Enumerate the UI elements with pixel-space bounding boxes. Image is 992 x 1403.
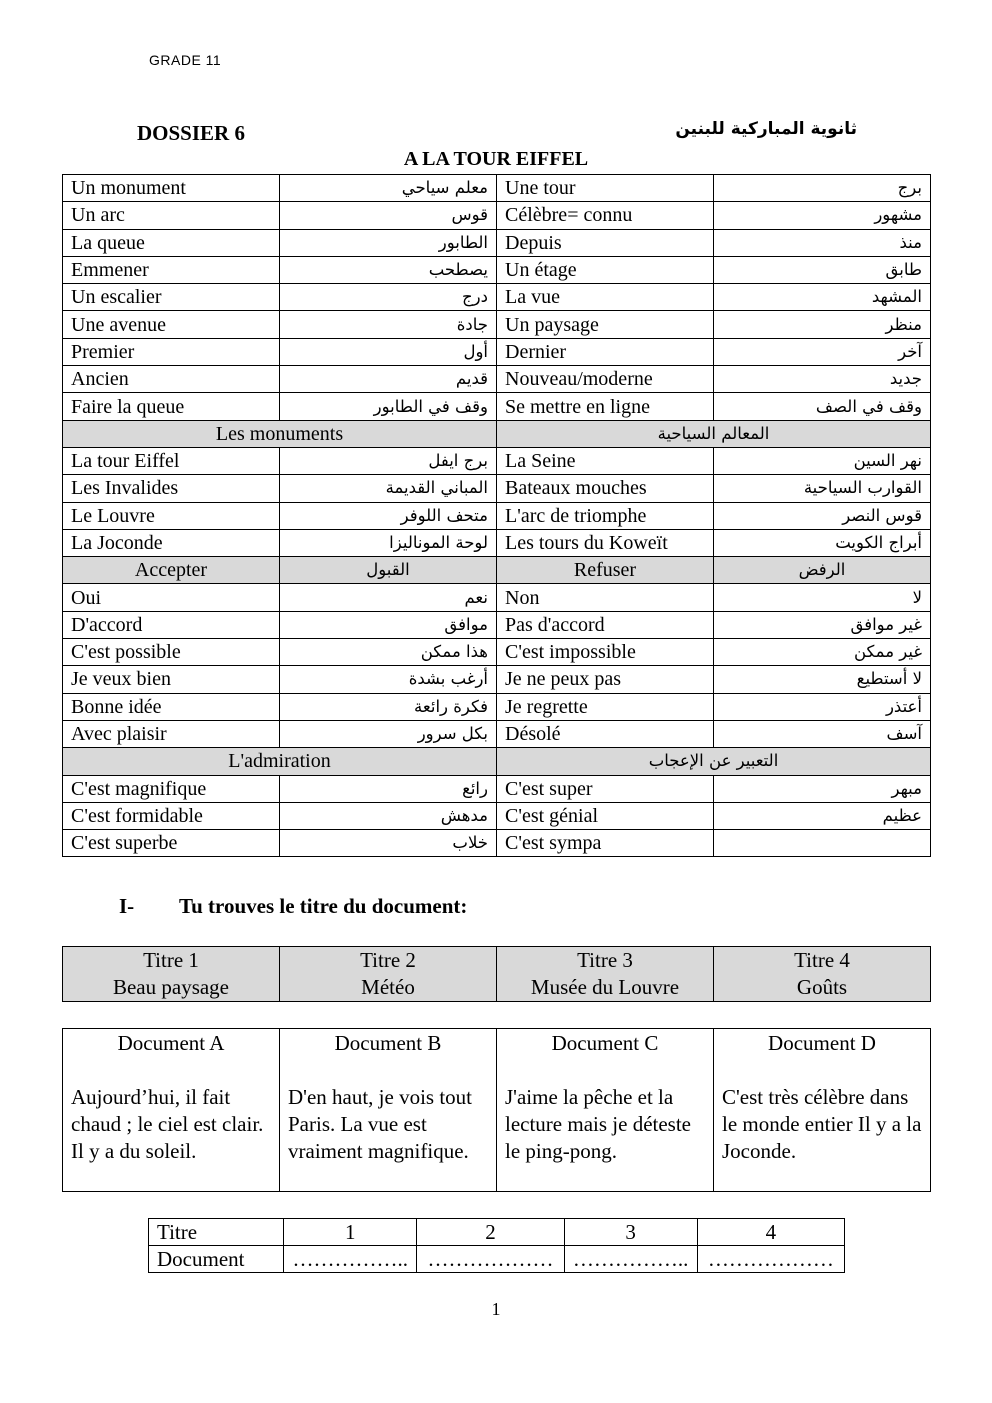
french-term: La tour Eiffel: [63, 447, 280, 474]
answer-blank[interactable]: ………………: [417, 1246, 564, 1273]
vocab-row: [63, 639, 931, 666]
arabic-term: لوحة الموناليزا: [280, 529, 497, 556]
arabic-term: المباني القديمة: [280, 475, 497, 502]
french-term: Avec plaisir: [63, 720, 280, 747]
answer-blank[interactable]: ………………: [697, 1246, 844, 1273]
question-heading: [119, 894, 467, 919]
title-label: Titre 4: [794, 948, 850, 972]
document-label: Document C: [551, 1031, 659, 1055]
french-term: C'est possible: [63, 639, 280, 666]
document-label: Document B: [334, 1031, 442, 1055]
arabic-term: قوس النصر: [714, 502, 931, 529]
french-term: La Seine: [497, 447, 714, 474]
french-term: Non: [497, 584, 714, 611]
arabic-term: أول: [280, 338, 497, 365]
section-heading-ar: المعالم السياحية: [497, 420, 931, 447]
french-term: C'est formidable: [63, 802, 280, 829]
arabic-term: منذ: [714, 229, 931, 256]
document-text: Aujourd’hui, il fait chaud ; le ciel est clair. Il y a du soleil.: [71, 1085, 264, 1163]
french-term: C'est superbe: [63, 830, 280, 857]
arabic-term: أعتذر: [714, 693, 931, 720]
arabic-term: آخر: [714, 338, 931, 365]
arabic-term: قوس: [280, 202, 497, 229]
vocab-row: [63, 584, 931, 611]
answer-table: [148, 1218, 845, 1273]
french-term: Un escalier: [63, 284, 280, 311]
french-term: Faire la queue: [63, 393, 280, 420]
french-term: Une avenue: [63, 311, 280, 338]
vocab-row: [63, 393, 931, 420]
french-term: Je veux bien: [63, 666, 280, 693]
arabic-term: طابق: [714, 256, 931, 283]
section-heading-fr: Refuser: [497, 557, 714, 584]
section-heading-fr: L'admiration: [63, 748, 497, 775]
arabic-term: نعم: [280, 584, 497, 611]
french-term: Je regrette: [497, 693, 714, 720]
vocab-row: [63, 611, 931, 638]
french-term: Un monument: [63, 175, 280, 202]
section-heading-ar: الرفض: [714, 557, 931, 584]
french-term: D'accord: [63, 611, 280, 638]
vocab-row: [63, 666, 931, 693]
french-term: Bateaux mouches: [497, 475, 714, 502]
section-heading-ar: القبول: [280, 557, 497, 584]
answer-blank[interactable]: ……………..: [564, 1246, 697, 1273]
french-term: Un arc: [63, 202, 280, 229]
title-text: Météo: [361, 975, 415, 999]
document-cell: [280, 1029, 497, 1192]
title-text: Musée du Louvre: [530, 975, 680, 999]
page-number: 1: [491, 1299, 501, 1319]
title-cell: [714, 947, 931, 1002]
title-cell: [497, 947, 714, 1002]
arabic-term: خلاب: [280, 830, 497, 857]
question-text: Tu trouves le titre du document:: [179, 894, 468, 918]
arabic-term: متحف اللوفر: [280, 502, 497, 529]
french-term: Bonne idée: [63, 693, 280, 720]
vocab-row: [63, 256, 931, 283]
vocab-row: [63, 447, 931, 474]
french-term: Se mettre en ligne: [497, 393, 714, 420]
document-text: C'est très célèbre dans le monde entier Il y a la Joconde.: [722, 1085, 922, 1163]
vocab-row: [63, 284, 931, 311]
answer-row-label: Document: [149, 1246, 284, 1273]
arabic-term: مبهر: [714, 775, 931, 802]
arabic-term: موافق: [280, 611, 497, 638]
french-term: Oui: [63, 584, 280, 611]
title-label: Titre 2: [360, 948, 416, 972]
documents-table: [62, 1028, 931, 1192]
arabic-term: الطابور: [280, 229, 497, 256]
arabic-term: جديد: [714, 366, 931, 393]
title-text: Goûts: [796, 975, 848, 999]
french-term: Depuis: [497, 229, 714, 256]
arabic-term: لا: [714, 584, 931, 611]
vocab-row: [63, 175, 931, 202]
vocab-row: [63, 502, 931, 529]
french-term: Les Invalides: [63, 475, 280, 502]
french-term: L'arc de triomphe: [497, 502, 714, 529]
grade-label: GRADE 11: [149, 52, 222, 68]
arabic-term: مشهور: [714, 202, 931, 229]
answer-number: 3: [564, 1219, 697, 1246]
title-cell: [280, 947, 497, 1002]
arabic-term: غير ممكن: [714, 639, 931, 666]
titles-table: [62, 946, 931, 1002]
answer-row-label: Titre: [149, 1219, 284, 1246]
french-term: C'est impossible: [497, 639, 714, 666]
vocab-row: [63, 802, 931, 829]
document-cell: [714, 1029, 931, 1192]
vocabulary-table: [62, 174, 931, 857]
french-term: La queue: [63, 229, 280, 256]
vocab-row: [63, 529, 931, 556]
french-term: La vue: [497, 284, 714, 311]
document-label: Document D: [768, 1031, 876, 1055]
document-text: J'aime la pêche et la lecture mais je déteste le ping-pong.: [505, 1085, 691, 1163]
french-term: Un étage: [497, 256, 714, 283]
accept-refuse-heading-row: [63, 557, 931, 584]
arabic-term: المشهد: [714, 284, 931, 311]
section-heading-fr: Accepter: [63, 557, 280, 584]
arabic-term: غير موافق: [714, 611, 931, 638]
arabic-term: قديم: [280, 366, 497, 393]
arabic-term: هذا ممكن: [280, 639, 497, 666]
arabic-term: وقف في الصف: [714, 393, 931, 420]
french-term: Nouveau/moderne: [497, 366, 714, 393]
french-term: C'est magnifique: [63, 775, 280, 802]
monuments-heading-row: [63, 420, 931, 447]
french-term: C'est génial: [497, 802, 714, 829]
arabic-term: آسف: [714, 720, 931, 747]
title-label: Titre 3: [577, 948, 633, 972]
vocab-row: [63, 202, 931, 229]
arabic-term: منظر: [714, 311, 931, 338]
answer-number: 2: [417, 1219, 564, 1246]
arabic-term: درج: [280, 284, 497, 311]
arabic-term: برج ايفل: [280, 447, 497, 474]
french-term: Un paysage: [497, 311, 714, 338]
title-cell: [63, 947, 280, 1002]
vocab-row: [63, 693, 931, 720]
french-term: Une tour: [497, 175, 714, 202]
arabic-term: نهر السين: [714, 447, 931, 474]
arabic-term: بكل سرور: [280, 720, 497, 747]
arabic-term: [714, 830, 931, 857]
french-term: C'est super: [497, 775, 714, 802]
arabic-term: لا أستطيع: [714, 666, 931, 693]
arabic-term: جادة: [280, 311, 497, 338]
arabic-term: رائع: [280, 775, 497, 802]
french-term: Dernier: [497, 338, 714, 365]
arabic-term: فكرة رائعة: [280, 693, 497, 720]
document-cell: [63, 1029, 280, 1192]
vocab-row: [63, 311, 931, 338]
french-term: La Joconde: [63, 529, 280, 556]
document-label: Document A: [117, 1031, 225, 1055]
vocab-row: [63, 366, 931, 393]
question-number: I-: [119, 894, 135, 918]
title-label: Titre 1: [143, 948, 199, 972]
french-term: Emmener: [63, 256, 280, 283]
french-term: Ancien: [63, 366, 280, 393]
french-term: Le Louvre: [63, 502, 280, 529]
french-term: Désolé: [497, 720, 714, 747]
page-title: A LA TOUR EIFFEL: [403, 148, 589, 170]
vocab-row: [63, 720, 931, 747]
vocab-row: [63, 775, 931, 802]
answer-blank[interactable]: ……………..: [284, 1246, 417, 1273]
dossier-label: DOSSIER 6: [137, 121, 245, 145]
school-name: ثانوية المباركية للبنين: [675, 119, 857, 139]
section-heading-ar: التعبير عن الإعجاب: [497, 748, 931, 775]
french-term: C'est sympa: [497, 830, 714, 857]
arabic-term: أبراج الكويت: [714, 529, 931, 556]
answer-number: 4: [697, 1219, 844, 1246]
arabic-term: أرغب بشدة: [280, 666, 497, 693]
arabic-term: وقف في الطابور: [280, 393, 497, 420]
french-term: Je ne peux pas: [497, 666, 714, 693]
french-term: Célèbre= connu: [497, 202, 714, 229]
vocab-row: [63, 830, 931, 857]
french-term: Pas d'accord: [497, 611, 714, 638]
arabic-term: القوارب السياحية: [714, 475, 931, 502]
arabic-term: يصطحب: [280, 256, 497, 283]
admiration-heading-row: [63, 748, 931, 775]
arabic-term: برج: [714, 175, 931, 202]
title-text: Beau paysage: [112, 975, 230, 999]
french-term: Premier: [63, 338, 280, 365]
arabic-term: عظيم: [714, 802, 931, 829]
document-cell: [497, 1029, 714, 1192]
arabic-term: معلم سياحي: [280, 175, 497, 202]
answer-number: 1: [284, 1219, 417, 1246]
vocab-row: [63, 338, 931, 365]
document-text: D'en haut, je vois tout Paris. La vue est vraiment magnifique.: [288, 1085, 473, 1163]
vocab-row: [63, 229, 931, 256]
section-heading-fr: Les monuments: [63, 420, 497, 447]
french-term: Les tours du Koweït: [497, 529, 714, 556]
arabic-term: مدهش: [280, 802, 497, 829]
vocab-row: [63, 475, 931, 502]
